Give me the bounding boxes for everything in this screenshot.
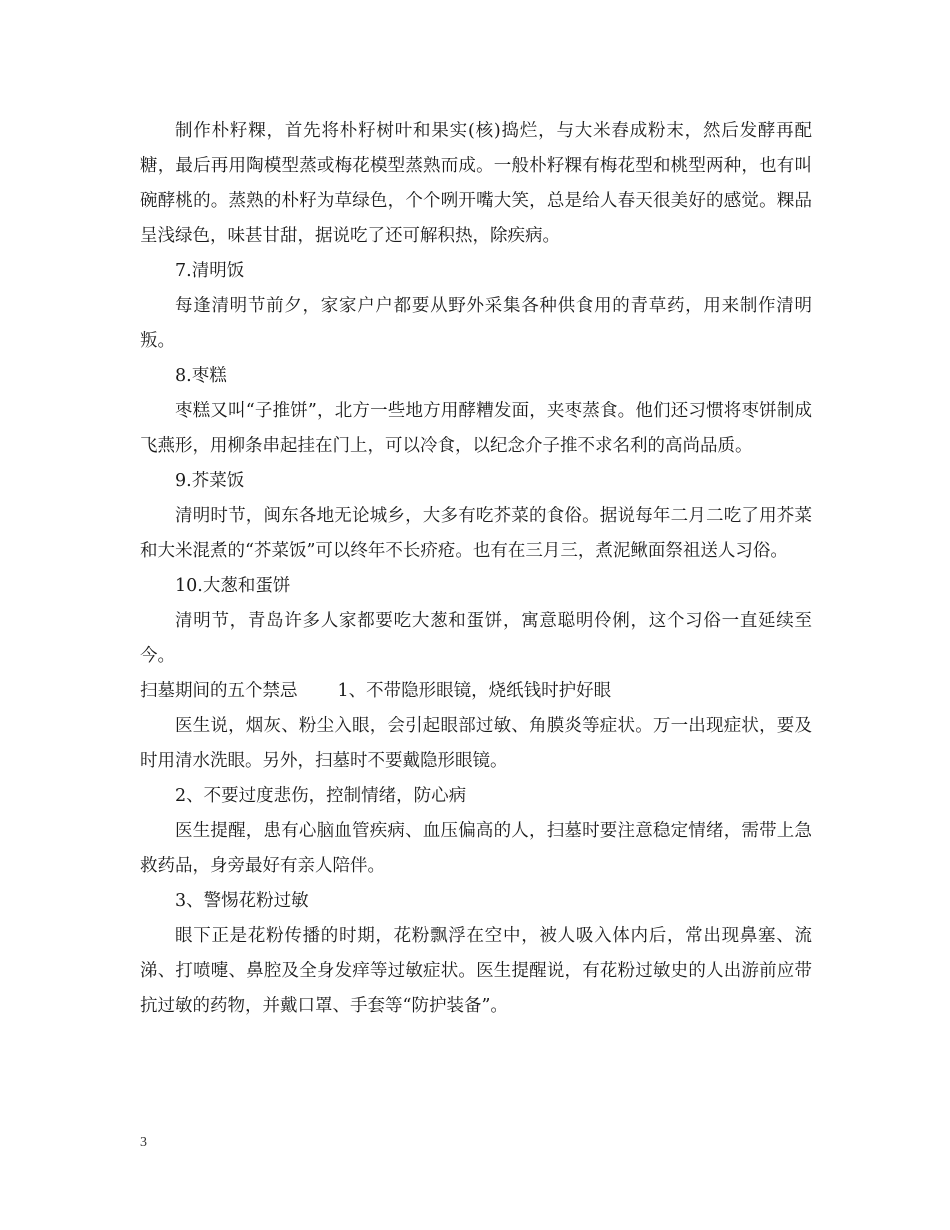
paragraph-qingming-rice: 每逢清明节前夕，家家户户都要从野外采集各种供食用的青草药，用来制作清明叛。	[140, 296, 812, 351]
paragraph-emotion-control: 医生提醒，患有心脑血管疾病、血压偏高的人，扫墓时要注意稳定情绪，需带上急救药品，身旁最好有亲人陪伴。	[140, 821, 812, 876]
heading-mustard-rice: 9.芥菜饭	[175, 471, 245, 491]
section-heading-line	[140, 674, 812, 709]
page-content	[140, 114, 812, 1024]
paragraph-mustard-rice: 清明时节，闽东各地无论城乡，大多有吃芥菜的食俗。据说每年二月二吃了用芥菜和大米混煮的“芥菜饭”可以终年不长疥疮。也有在三月三，煮泥鳅面祭祖送人习俗。	[140, 506, 812, 561]
page-number: 3	[140, 1135, 147, 1150]
heading-emotion-control: 2、不要过度悲伤，控制情绪，防心病	[175, 786, 467, 806]
section-title: 扫墓期间的五个禁忌	[140, 681, 298, 701]
paragraph-pozi-cake: 制作朴籽粿，首先将朴籽树叶和果实(核)捣烂，与大米舂成粉末，然后发酵再配糖，最后再用陶模型蒸或梅花模型蒸熟而成。一般朴籽粿有梅花型和桃型两种，也有叫碗酵桃的。蒸熟的朴籽为草绿色，个个咧开嘴大笑，总是给人春天很美好的感觉。粿品呈浅绿色，味甚甘甜，据说吃了还可解积热，除疾病。	[140, 121, 812, 246]
paragraph-scallion-egg-cake: 清明节，青岛许多人家都要吃大葱和蛋饼，寓意聪明伶俐，这个习俗一直延续至今。	[140, 611, 812, 666]
heading-date-cake: 8.枣糕	[175, 366, 227, 386]
paragraph-date-cake: 枣糕又叫“子推饼”，北方一些地方用酵糟发面，夹枣蒸食。他们还习惯将枣饼制成飞燕形，用柳条串起挂在门上，可以冷食，以纪念介子推不求名利的高尚品质。	[140, 401, 812, 456]
paragraph-eye-protection: 医生说，烟灰、粉尘入眼，会引起眼部过敏、角膜炎等症状。万一出现症状，要及时用清水洗眼。另外，扫墓时不要戴隐形眼镜。	[140, 716, 812, 771]
paragraph-pollen-allergy: 眼下正是花粉传播的时期，花粉飘浮在空中，被人吸入体内后，常出现鼻塞、流涕、打喷嚏、鼻腔及全身发痒等过敏症状。医生提醒说，有花粉过敏史的人出游前应带抗过敏的药物，并戴口罩、手套等“防护装备”。	[140, 926, 812, 1016]
heading-scallion-egg-cake: 10.大葱和蛋饼	[175, 576, 291, 596]
heading-pollen-allergy: 3、警惕花粉过敏	[175, 891, 309, 911]
heading-qingming-rice: 7.清明饭	[175, 261, 245, 281]
section-first-item: 1、不带隐形眼镜，烧纸钱时护好眼	[337, 681, 612, 701]
